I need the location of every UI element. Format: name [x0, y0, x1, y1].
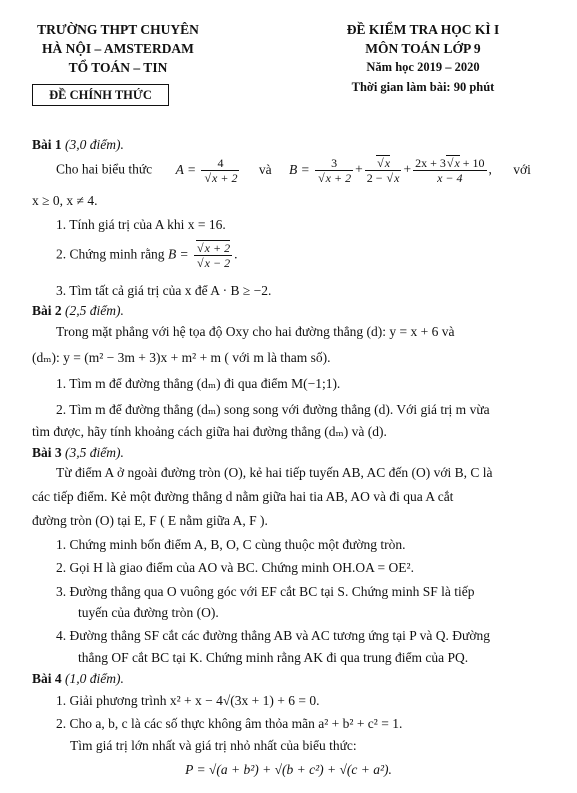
expr-b-term2: [365, 156, 402, 185]
bai1-question2: [56, 241, 237, 270]
period: .: [234, 246, 238, 262]
bai4-title: Bài 4: [32, 671, 62, 686]
school-name-line1: TRƯỜNG THPT CHUYÊN: [37, 22, 199, 37]
bai2-line1: Trong mặt phẳng với hệ tọa độ Oxy cho hai đường thẳng (d): y = x + 6 và: [56, 324, 455, 339]
expr-b-term3-num: 2x + 3: [415, 156, 446, 170]
expr-a-den-root: √ x + 2: [203, 170, 237, 185]
bai1-intro: Cho hai biểu thức: [56, 161, 153, 177]
bai3-line2: các tiếp điểm. Kẻ một đường thẳng d nằm giữa hai tia AB, AO và đi qua A cắt: [32, 489, 454, 504]
bai3-question4b: thẳng OF cắt BC tại K. Chứng minh rằng AK đi qua trung điểm của PQ.: [78, 650, 469, 665]
bai2-question2b: tìm được, hãy tính khoảng cách giữa hai đường thẳng (dₘ) và (d).: [32, 424, 387, 439]
with-word: với: [513, 161, 531, 177]
bai1-points: (3,0 điểm).: [65, 137, 124, 152]
department-name: TỔ TOÁN – TIN: [68, 60, 168, 75]
bai1-question2-text: 2. Chứng minh rằng: [56, 246, 165, 262]
bai1-condition: x ≥ 0, x ≠ 4.: [32, 193, 98, 208]
bai3-heading: [32, 445, 124, 461]
prove-den: √ x − 2: [196, 255, 230, 270]
expr-b-term3-num-tail: + 10: [459, 156, 485, 170]
bai1-question3: 3. Tìm tất cả giá trị của x để A · B ≥ −2.: [56, 283, 272, 298]
expr-b-term2-den: 2 −: [366, 171, 386, 185]
bai2-heading: [32, 303, 124, 319]
expr-b-term1: [315, 156, 353, 185]
bai4-question2b: Tìm giá trị lớn nhất và giá trị nhỏ nhất của biểu thức:: [70, 738, 357, 753]
expr-b-lhs: B =: [288, 161, 310, 177]
bai3-question3a: 3. Đường thẳng qua O vuông góc với EF cắt BC tại S. Chứng minh SF là tiếp: [56, 584, 475, 599]
bai3-line3: đường tròn (O) tại E, F ( E nằm giữa A, F ).: [32, 513, 268, 528]
bai3-question2: 2. Gọi H là giao điểm của AO và BC. Chứng minh OH.OA = OE².: [56, 560, 414, 575]
prove-lhs: B =: [167, 246, 189, 262]
expr-b-term3-num-root: √ x: [446, 155, 460, 170]
prove-fraction: [194, 241, 232, 270]
prove-num: √ x + 2: [196, 240, 230, 255]
school-year: Năm học 2019 – 2020: [366, 60, 480, 74]
expr-b-term3: [413, 156, 486, 185]
bai2-question2a: 2. Tìm m để đường thẳng (dₘ) song song với đường thẳng (d). Với giá trị m vừa: [56, 402, 490, 417]
bai4-question1: 1. Giải phương trình x² + x − 4√(3x + 1) + 6 = 0.: [56, 693, 320, 708]
bai2-line2: (dₘ): y = (m² − 3m + 3)x + m² + m ( với m là tham số).: [32, 350, 331, 365]
bai3-question1: 1. Chứng minh bốn điểm A, B, O, C cùng thuộc một đường tròn.: [56, 537, 406, 552]
bai4-heading: [32, 671, 124, 687]
bai2-title: Bài 2: [32, 303, 62, 318]
bai1-question1: 1. Tính giá trị của A khi x = 16.: [56, 217, 226, 232]
exam-duration: Thời gian làm bài: 90 phút: [351, 80, 495, 94]
bai3-line1: Từ điểm A ở ngoài đường tròn (O), kẻ hai tiếp tuyến AB, AC đến (O) với B, C là: [56, 465, 493, 480]
official-label: ĐỀ CHÍNH THỨC: [32, 84, 169, 106]
bai4-formula: P = √(a + b²) + √(b + c²) + √(c + a²).: [185, 762, 392, 777]
exam-title: ĐỀ KIỂM TRA HỌC KÌ I: [346, 22, 500, 37]
bai2-question1: 1. Tìm m để đường thẳng (dₘ) đi qua điểm M(−1;1).: [56, 376, 341, 391]
exam-subject: MÔN TOÁN LỚP 9: [365, 41, 481, 56]
bai3-question4a: 4. Đường thẳng SF cắt các đường thẳng AB và AC tương ứng tại P và Q. Đường: [56, 628, 490, 643]
bai1-title: Bài 1: [32, 137, 62, 152]
bai3-points: (3,5 điểm).: [65, 445, 124, 460]
school-name-line2: HÀ NỘI – AMSTERDAM: [42, 41, 194, 56]
bai3-question3b: tuyến của đường tròn (O).: [78, 605, 219, 620]
expr-a-num: 4: [201, 156, 239, 171]
expr-b-term1-den: √ x + 2: [317, 170, 351, 185]
bai4-question2: 2. Cho a, b, c là các số thực không âm thỏa mãn a² + b² + c² = 1.: [56, 716, 403, 731]
plus-sign: +: [355, 161, 363, 177]
expr-a-fraction: [201, 156, 239, 185]
bai1-expressions: [56, 156, 531, 185]
bai3-title: Bài 3: [32, 445, 62, 460]
expr-a-lhs: A =: [175, 161, 197, 177]
and-word: và: [258, 161, 272, 177]
expr-b-term2-den-root: √ x: [386, 170, 400, 185]
bai2-points: (2,5 điểm).: [65, 303, 124, 318]
bai1-heading: [32, 137, 124, 153]
expr-b-term3-den: x − 4: [437, 171, 463, 185]
plus-sign-2: +: [403, 161, 412, 177]
expr-a-den: [201, 171, 239, 185]
expr-b-term1-num: 3: [315, 156, 353, 171]
bai4-points: (1,0 điểm).: [65, 671, 124, 686]
expr-b-term2-num: √ x: [376, 155, 390, 170]
comma: ,: [488, 161, 492, 177]
